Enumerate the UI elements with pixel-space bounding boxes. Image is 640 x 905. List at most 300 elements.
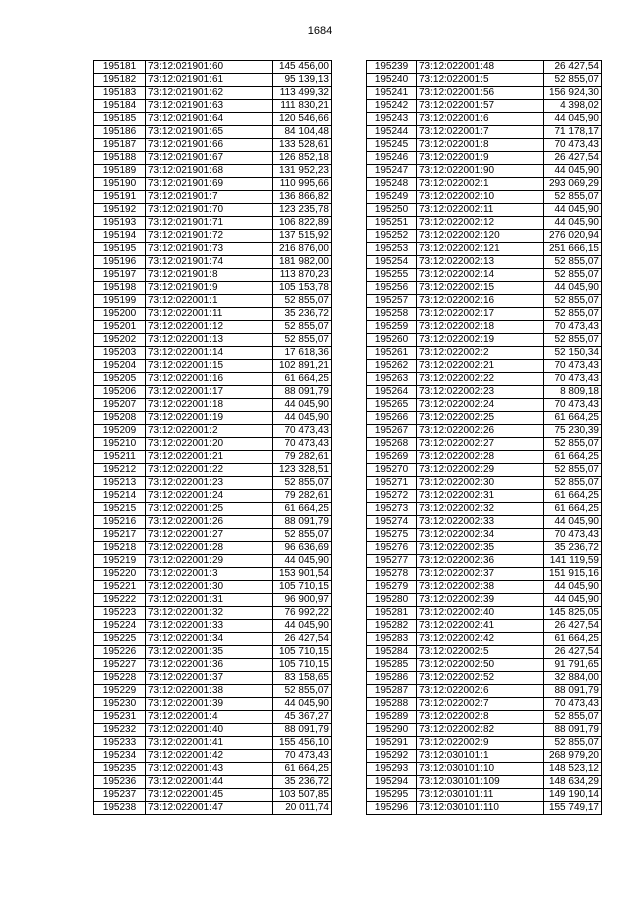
value-cell: 44 045,90 xyxy=(544,581,602,594)
value-cell: 95 139,13 xyxy=(273,74,332,87)
value-cell: 8 809,18 xyxy=(544,386,602,399)
table-row xyxy=(94,477,332,490)
cadastral-number-cell: 73:12:021901:71 xyxy=(146,217,273,230)
table-row xyxy=(94,308,332,321)
record-number-cell: 195203 xyxy=(94,347,146,360)
cadastral-number-cell: 73:12:022002:26 xyxy=(417,425,544,438)
value-cell: 84 104,48 xyxy=(273,126,332,139)
value-cell: 148 523,12 xyxy=(544,763,602,776)
value-cell: 123 328,51 xyxy=(273,464,332,477)
value-cell: 61 664,25 xyxy=(544,451,602,464)
table-row xyxy=(94,438,332,451)
record-number-cell: 195293 xyxy=(367,763,417,776)
record-number-cell: 195214 xyxy=(94,490,146,503)
record-number-cell: 195266 xyxy=(367,412,417,425)
value-cell: 70 473,43 xyxy=(273,425,332,438)
value-cell: 103 507,85 xyxy=(273,789,332,802)
record-number-cell: 195267 xyxy=(367,425,417,438)
cadastral-number-cell: 73:12:022002:16 xyxy=(417,295,544,308)
table-row xyxy=(367,373,602,386)
value-cell: 61 664,25 xyxy=(273,373,332,386)
table-row xyxy=(367,737,602,750)
cadastral-number-cell: 73:12:022001:9 xyxy=(417,152,544,165)
table-row xyxy=(367,607,602,620)
value-cell: 45 367,27 xyxy=(273,711,332,724)
record-number-cell: 195210 xyxy=(94,438,146,451)
table-row xyxy=(94,724,332,737)
record-number-cell: 195231 xyxy=(94,711,146,724)
record-number-cell: 195276 xyxy=(367,542,417,555)
record-number-cell: 195277 xyxy=(367,555,417,568)
cadastral-number-cell: 73:12:022001:38 xyxy=(146,685,273,698)
value-cell: 61 664,25 xyxy=(544,633,602,646)
cadastral-number-cell: 73:12:022001:23 xyxy=(146,477,273,490)
record-number-cell: 195221 xyxy=(94,581,146,594)
cadastral-number-cell: 73:12:021901:70 xyxy=(146,204,273,217)
record-number-cell: 195204 xyxy=(94,360,146,373)
cadastral-number-cell: 73:12:022001:41 xyxy=(146,737,273,750)
value-cell: 52 855,07 xyxy=(273,477,332,490)
cadastral-number-cell: 73:12:021901:61 xyxy=(146,74,273,87)
record-number-cell: 195256 xyxy=(367,282,417,295)
value-cell: 123 235,78 xyxy=(273,204,332,217)
record-number-cell: 195222 xyxy=(94,594,146,607)
table-row xyxy=(367,451,602,464)
cadastral-number-cell: 73:12:022001:22 xyxy=(146,464,273,477)
table-row xyxy=(367,74,602,87)
record-number-cell: 195250 xyxy=(367,204,417,217)
table-left xyxy=(93,60,332,815)
value-cell: 70 473,43 xyxy=(544,360,602,373)
record-number-cell: 195181 xyxy=(94,61,146,74)
table-row xyxy=(94,776,332,789)
value-cell: 44 045,90 xyxy=(544,594,602,607)
table-row xyxy=(367,425,602,438)
table-row xyxy=(94,698,332,711)
table-row xyxy=(367,464,602,477)
record-number-cell: 195240 xyxy=(367,74,417,87)
table-row xyxy=(367,87,602,100)
table-row xyxy=(367,61,602,74)
cadastral-number-cell: 73:12:022002:13 xyxy=(417,256,544,269)
cadastral-number-cell: 73:12:021901:8 xyxy=(146,269,273,282)
table-row xyxy=(367,750,602,763)
cadastral-number-cell: 73:12:022002:22 xyxy=(417,373,544,386)
table-row xyxy=(94,750,332,763)
table-row xyxy=(94,399,332,412)
cadastral-number-cell: 73:12:022001:24 xyxy=(146,490,273,503)
value-cell: 79 282,61 xyxy=(273,451,332,464)
cadastral-number-cell: 73:12:022001:11 xyxy=(146,308,273,321)
record-number-cell: 195246 xyxy=(367,152,417,165)
record-number-cell: 195211 xyxy=(94,451,146,464)
record-number-cell: 195224 xyxy=(94,620,146,633)
cadastral-number-cell: 73:12:021901:62 xyxy=(146,87,273,100)
value-cell: 148 634,29 xyxy=(544,776,602,789)
cadastral-number-cell: 73:12:022002:15 xyxy=(417,282,544,295)
value-cell: 105 153,78 xyxy=(273,282,332,295)
record-number-cell: 195185 xyxy=(94,113,146,126)
table-row xyxy=(94,139,332,152)
value-cell: 83 158,65 xyxy=(273,672,332,685)
cadastral-number-cell: 73:12:022002:18 xyxy=(417,321,544,334)
cadastral-number-cell: 73:12:022002:32 xyxy=(417,503,544,516)
table-row xyxy=(367,152,602,165)
cadastral-number-cell: 73:12:022001:1 xyxy=(146,295,273,308)
record-number-cell: 195247 xyxy=(367,165,417,178)
cadastral-number-cell: 73:12:022002:11 xyxy=(417,204,544,217)
record-number-cell: 195215 xyxy=(94,503,146,516)
record-number-cell: 195251 xyxy=(367,217,417,230)
cadastral-number-cell: 73:12:022002:40 xyxy=(417,607,544,620)
table-row xyxy=(94,347,332,360)
cadastral-number-cell: 73:12:022001:13 xyxy=(146,334,273,347)
cadastral-number-cell: 73:12:022002:2 xyxy=(417,347,544,360)
table-row xyxy=(94,685,332,698)
record-number-cell: 195242 xyxy=(367,100,417,113)
record-number-cell: 195182 xyxy=(94,74,146,87)
record-number-cell: 195237 xyxy=(94,789,146,802)
record-number-cell: 195291 xyxy=(367,737,417,750)
cadastral-number-cell: 73:12:030101:11 xyxy=(417,789,544,802)
cadastral-number-cell: 73:12:022001:36 xyxy=(146,659,273,672)
record-number-cell: 195296 xyxy=(367,802,417,815)
record-number-cell: 195209 xyxy=(94,425,146,438)
record-number-cell: 195260 xyxy=(367,334,417,347)
cadastral-number-cell: 73:12:022001:39 xyxy=(146,698,273,711)
table-row xyxy=(367,217,602,230)
record-number-cell: 195199 xyxy=(94,295,146,308)
table-row xyxy=(94,763,332,776)
value-cell: 52 855,07 xyxy=(544,438,602,451)
table-row xyxy=(367,321,602,334)
table-row xyxy=(94,646,332,659)
table-row xyxy=(367,308,602,321)
value-cell: 52 855,07 xyxy=(273,334,332,347)
value-cell: 141 119,59 xyxy=(544,555,602,568)
cadastral-number-cell: 73:12:022002:82 xyxy=(417,724,544,737)
value-cell: 79 282,61 xyxy=(273,490,332,503)
table-row xyxy=(367,490,602,503)
record-number-cell: 195248 xyxy=(367,178,417,191)
cadastral-number-cell: 73:12:022002:38 xyxy=(417,581,544,594)
table-row xyxy=(367,646,602,659)
cadastral-number-cell: 73:12:022001:90 xyxy=(417,165,544,178)
value-cell: 17 618,36 xyxy=(273,347,332,360)
value-cell: 61 664,25 xyxy=(544,503,602,516)
record-number-cell: 195289 xyxy=(367,711,417,724)
record-number-cell: 195189 xyxy=(94,165,146,178)
cadastral-number-cell: 73:12:021901:73 xyxy=(146,243,273,256)
cadastral-number-cell: 73:12:022002:24 xyxy=(417,399,544,412)
record-number-cell: 195241 xyxy=(367,87,417,100)
record-number-cell: 195192 xyxy=(94,204,146,217)
table-row xyxy=(367,165,602,178)
table-row xyxy=(94,178,332,191)
value-cell: 156 924,30 xyxy=(544,87,602,100)
cadastral-number-cell: 73:12:022001:18 xyxy=(146,399,273,412)
table-row xyxy=(367,711,602,724)
value-cell: 44 045,90 xyxy=(544,282,602,295)
table-row xyxy=(367,477,602,490)
table-row xyxy=(94,230,332,243)
record-number-cell: 195213 xyxy=(94,477,146,490)
value-cell: 155 456,10 xyxy=(273,737,332,750)
table-row xyxy=(367,776,602,789)
value-cell: 75 230,39 xyxy=(544,425,602,438)
table-row xyxy=(367,789,602,802)
cadastral-number-cell: 73:12:022002:7 xyxy=(417,698,544,711)
cadastral-number-cell: 73:12:022001:15 xyxy=(146,360,273,373)
record-number-cell: 195274 xyxy=(367,516,417,529)
value-cell: 52 150,34 xyxy=(544,347,602,360)
cadastral-number-cell: 73:12:022001:5 xyxy=(417,74,544,87)
record-number-cell: 195273 xyxy=(367,503,417,516)
record-number-cell: 195284 xyxy=(367,646,417,659)
cadastral-number-cell: 73:12:022001:21 xyxy=(146,451,273,464)
value-cell: 70 473,43 xyxy=(544,698,602,711)
cadastral-number-cell: 73:12:021901:74 xyxy=(146,256,273,269)
cadastral-number-cell: 73:12:022001:35 xyxy=(146,646,273,659)
record-number-cell: 195234 xyxy=(94,750,146,763)
table-row xyxy=(94,295,332,308)
cadastral-number-cell: 73:12:022001:19 xyxy=(146,412,273,425)
cadastral-number-cell: 73:12:022002:30 xyxy=(417,477,544,490)
value-cell: 44 045,90 xyxy=(273,620,332,633)
value-cell: 88 091,79 xyxy=(544,724,602,737)
cadastral-number-cell: 73:12:022002:42 xyxy=(417,633,544,646)
cadastral-number-cell: 73:12:021901:7 xyxy=(146,191,273,204)
table-row xyxy=(94,529,332,542)
cadastral-number-cell: 73:12:021901:67 xyxy=(146,152,273,165)
cadastral-number-cell: 73:12:022002:19 xyxy=(417,334,544,347)
record-number-cell: 195187 xyxy=(94,139,146,152)
cadastral-number-cell: 73:12:022001:12 xyxy=(146,321,273,334)
table-row xyxy=(94,217,332,230)
value-cell: 32 884,00 xyxy=(544,672,602,685)
record-number-cell: 195228 xyxy=(94,672,146,685)
value-cell: 91 791,65 xyxy=(544,659,602,672)
record-number-cell: 195294 xyxy=(367,776,417,789)
table-row xyxy=(367,269,602,282)
record-number-cell: 195288 xyxy=(367,698,417,711)
table-row xyxy=(367,802,602,815)
record-number-cell: 195275 xyxy=(367,529,417,542)
cadastral-number-cell: 73:12:022001:47 xyxy=(146,802,273,815)
record-number-cell: 195191 xyxy=(94,191,146,204)
record-number-cell: 195226 xyxy=(94,646,146,659)
cadastral-number-cell: 73:12:022001:43 xyxy=(146,763,273,776)
table-row xyxy=(94,802,332,815)
cadastral-number-cell: 73:12:030101:110 xyxy=(417,802,544,815)
table-right-body xyxy=(367,61,602,815)
cadastral-number-cell: 73:12:022001:20 xyxy=(146,438,273,451)
table-row xyxy=(367,204,602,217)
table-row xyxy=(367,113,602,126)
cadastral-number-cell: 73:12:022002:9 xyxy=(417,737,544,750)
record-number-cell: 195282 xyxy=(367,620,417,633)
table-row xyxy=(94,334,332,347)
table-row xyxy=(94,490,332,503)
table-row xyxy=(94,672,332,685)
cadastral-number-cell: 73:12:022001:28 xyxy=(146,542,273,555)
record-number-cell: 195245 xyxy=(367,139,417,152)
value-cell: 52 855,07 xyxy=(544,74,602,87)
table-row xyxy=(367,191,602,204)
table-row xyxy=(367,633,602,646)
value-cell: 96 900,97 xyxy=(273,594,332,607)
value-cell: 52 855,07 xyxy=(273,529,332,542)
value-cell: 52 855,07 xyxy=(544,464,602,477)
cadastral-number-cell: 73:12:022001:30 xyxy=(146,581,273,594)
cadastral-number-cell: 73:12:022002:39 xyxy=(417,594,544,607)
table-row xyxy=(367,529,602,542)
table-row xyxy=(367,256,602,269)
value-cell: 293 069,29 xyxy=(544,178,602,191)
table-row xyxy=(94,269,332,282)
record-number-cell: 195197 xyxy=(94,269,146,282)
cadastral-number-cell: 73:12:022001:45 xyxy=(146,789,273,802)
table-row xyxy=(94,711,332,724)
cadastral-number-cell: 73:12:022002:121 xyxy=(417,243,544,256)
cadastral-number-cell: 73:12:022002:27 xyxy=(417,438,544,451)
record-number-cell: 195254 xyxy=(367,256,417,269)
value-cell: 76 992,22 xyxy=(273,607,332,620)
table-row xyxy=(367,438,602,451)
record-number-cell: 195196 xyxy=(94,256,146,269)
cadastral-number-cell: 73:12:021901:9 xyxy=(146,282,273,295)
value-cell: 61 664,25 xyxy=(273,763,332,776)
value-cell: 106 822,89 xyxy=(273,217,332,230)
table-row xyxy=(367,555,602,568)
record-number-cell: 195244 xyxy=(367,126,417,139)
value-cell: 52 855,07 xyxy=(544,477,602,490)
value-cell: 52 855,07 xyxy=(544,269,602,282)
table-row xyxy=(367,399,602,412)
record-number-cell: 195295 xyxy=(367,789,417,802)
cadastral-number-cell: 73:12:022002:28 xyxy=(417,451,544,464)
table-row xyxy=(367,412,602,425)
value-cell: 70 473,43 xyxy=(544,399,602,412)
record-number-cell: 195183 xyxy=(94,87,146,100)
record-number-cell: 195220 xyxy=(94,568,146,581)
table-row xyxy=(367,516,602,529)
table-row xyxy=(367,685,602,698)
record-number-cell: 195200 xyxy=(94,308,146,321)
record-number-cell: 195265 xyxy=(367,399,417,412)
cadastral-number-cell: 73:12:021901:68 xyxy=(146,165,273,178)
value-cell: 71 178,17 xyxy=(544,126,602,139)
cadastral-number-cell: 73:12:022002:41 xyxy=(417,620,544,633)
cadastral-number-cell: 73:12:022002:35 xyxy=(417,542,544,555)
record-number-cell: 195236 xyxy=(94,776,146,789)
table-row xyxy=(94,425,332,438)
value-cell: 44 045,90 xyxy=(544,217,602,230)
cadastral-number-cell: 73:12:022001:33 xyxy=(146,620,273,633)
cadastral-number-cell: 73:12:021901:65 xyxy=(146,126,273,139)
table-row xyxy=(367,763,602,776)
cadastral-number-cell: 73:12:022002:33 xyxy=(417,516,544,529)
cadastral-number-cell: 73:12:022002:21 xyxy=(417,360,544,373)
record-number-cell: 195292 xyxy=(367,750,417,763)
record-number-cell: 195198 xyxy=(94,282,146,295)
record-number-cell: 195229 xyxy=(94,685,146,698)
record-number-cell: 195283 xyxy=(367,633,417,646)
value-cell: 181 982,00 xyxy=(273,256,332,269)
cadastral-number-cell: 73:12:022002:52 xyxy=(417,672,544,685)
table-row xyxy=(94,165,332,178)
value-cell: 44 045,90 xyxy=(273,399,332,412)
table-row xyxy=(367,282,602,295)
cadastral-number-cell: 73:12:022002:5 xyxy=(417,646,544,659)
record-number-cell: 195232 xyxy=(94,724,146,737)
record-number-cell: 195212 xyxy=(94,464,146,477)
cadastral-number-cell: 73:12:030101:1 xyxy=(417,750,544,763)
table-row xyxy=(94,126,332,139)
record-number-cell: 195205 xyxy=(94,373,146,386)
table-row xyxy=(94,373,332,386)
record-number-cell: 195207 xyxy=(94,399,146,412)
cadastral-number-cell: 73:12:022001:37 xyxy=(146,672,273,685)
cadastral-number-cell: 73:12:022002:23 xyxy=(417,386,544,399)
cadastral-number-cell: 73:12:022001:6 xyxy=(417,113,544,126)
table-row xyxy=(367,295,602,308)
table-row xyxy=(367,581,602,594)
record-number-cell: 195278 xyxy=(367,568,417,581)
table-row xyxy=(94,737,332,750)
record-number-cell: 195253 xyxy=(367,243,417,256)
value-cell: 102 891,21 xyxy=(273,360,332,373)
page-number: 1684 xyxy=(307,25,333,37)
cadastral-number-cell: 73:12:022002:120 xyxy=(417,230,544,243)
table-row xyxy=(367,347,602,360)
cadastral-number-cell: 73:12:022002:17 xyxy=(417,308,544,321)
value-cell: 216 876,00 xyxy=(273,243,332,256)
table-row xyxy=(94,61,332,74)
value-cell: 52 855,07 xyxy=(544,191,602,204)
value-cell: 44 045,90 xyxy=(273,412,332,425)
table-row xyxy=(94,581,332,594)
value-cell: 44 045,90 xyxy=(544,113,602,126)
record-number-cell: 195218 xyxy=(94,542,146,555)
table-row xyxy=(94,568,332,581)
table-row xyxy=(367,230,602,243)
cadastral-number-cell: 73:12:022001:8 xyxy=(417,139,544,152)
value-cell: 52 855,07 xyxy=(544,295,602,308)
value-cell: 136 866,82 xyxy=(273,191,332,204)
record-number-cell: 195264 xyxy=(367,386,417,399)
record-number-cell: 195243 xyxy=(367,113,417,126)
cadastral-number-cell: 73:12:022001:44 xyxy=(146,776,273,789)
cadastral-number-cell: 73:12:021901:63 xyxy=(146,100,273,113)
record-number-cell: 195219 xyxy=(94,555,146,568)
cadastral-number-cell: 73:12:022001:27 xyxy=(146,529,273,542)
cadastral-number-cell: 73:12:022001:26 xyxy=(146,516,273,529)
value-cell: 35 236,72 xyxy=(273,308,332,321)
cadastral-number-cell: 73:12:022001:2 xyxy=(146,425,273,438)
value-cell: 52 855,07 xyxy=(544,334,602,347)
cadastral-number-cell: 73:12:022001:48 xyxy=(417,61,544,74)
value-cell: 155 749,17 xyxy=(544,802,602,815)
table-row xyxy=(94,503,332,516)
table-row xyxy=(94,516,332,529)
value-cell: 20 011,74 xyxy=(273,802,332,815)
table-row xyxy=(367,659,602,672)
record-number-cell: 195252 xyxy=(367,230,417,243)
value-cell: 70 473,43 xyxy=(273,750,332,763)
table-row xyxy=(94,555,332,568)
value-cell: 151 915,16 xyxy=(544,568,602,581)
